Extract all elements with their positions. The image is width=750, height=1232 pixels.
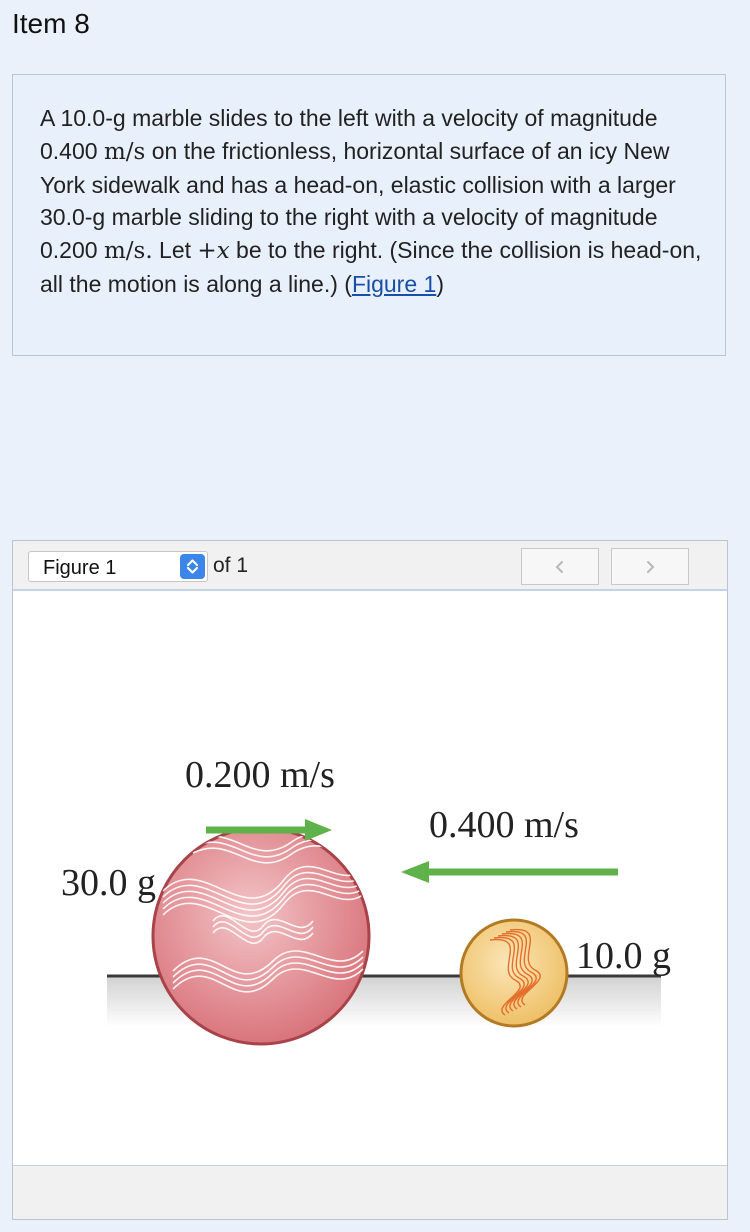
problem-text-part: A 10.0-g marble slides to the left with a velocity of magnitude 0.400	[40, 105, 658, 164]
large-marble-mass-label: 30.0 g	[61, 862, 156, 904]
small-marble	[461, 920, 567, 1026]
figure-select[interactable]	[28, 551, 208, 582]
select-stepper-icon	[180, 554, 205, 579]
figure-footer	[13, 1165, 727, 1219]
figure-toolbar	[13, 541, 727, 591]
small-marble-mass-label: 10.0 g	[576, 935, 671, 977]
math-unit: /s	[125, 138, 146, 165]
problem-box	[12, 74, 726, 356]
problem-text-part: be to the right. (Since the collision is head-on, all the motion is along a line.) (	[40, 237, 702, 297]
small-marble-velocity-label: 0.400 m/s	[429, 804, 579, 846]
figure-panel	[12, 540, 728, 1220]
next-figure-button[interactable]	[611, 548, 689, 585]
math-unit: /s.	[125, 238, 153, 265]
figure-link[interactable]: Figure 1	[351, 270, 437, 297]
figure-select-value: Figure 1	[43, 557, 117, 579]
math-unit: m	[103, 138, 126, 165]
prev-figure-button[interactable]	[521, 548, 599, 585]
small-marble-velocity-arrow	[401, 861, 618, 883]
problem-text-part: )	[436, 270, 444, 297]
chevron-left-icon	[552, 559, 568, 575]
math-variable: x	[216, 238, 230, 265]
item-title: Item 8	[12, 8, 90, 39]
large-marble	[153, 828, 373, 1044]
math-unit: m	[103, 238, 126, 265]
collision-diagram	[13, 591, 727, 1165]
math-symbol: +	[197, 238, 217, 265]
problem-statement	[40, 102, 708, 301]
figure-count: of 1	[213, 554, 249, 577]
large-marble-velocity-label: 0.200 m/s	[185, 754, 335, 796]
chevron-right-icon	[642, 559, 658, 575]
problem-text-part: Let	[152, 237, 198, 264]
problem-text-part: on the frictionless, horizontal surface of an icy New York sidewalk and has a head-on, elastic collision with a larger 30.0-g marble sliding to the right with a velocity of magnitude 0.200	[40, 137, 676, 264]
